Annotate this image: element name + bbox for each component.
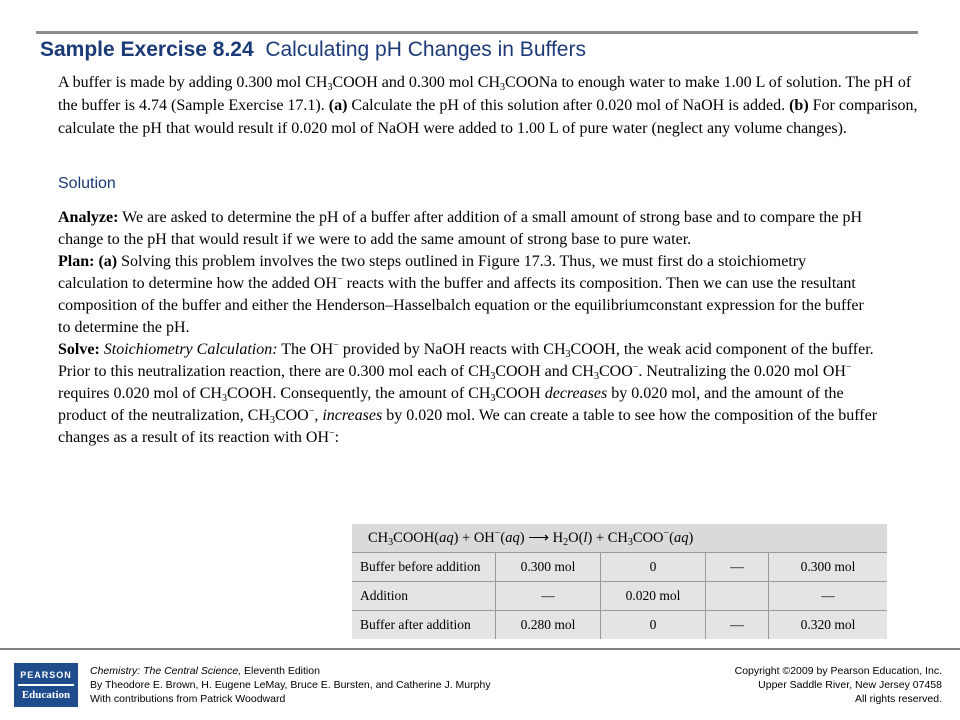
subscript: 3 (565, 349, 571, 360)
footer-copyright (612, 664, 942, 706)
subscript: 3 (221, 393, 227, 404)
reaction-equation-row (352, 524, 887, 553)
plan-text: reacts with the buffer and affects its composition. Then we can use the resultant composition of the buffer and either the Henderson–Hasselbalch equation or the equilibriumconstant expression for the buffer to determine the pH. (58, 275, 864, 336)
book-title: Chemistry: The Central Science, (90, 665, 242, 677)
exercise-title: Calculating pH Changes in Buffers (265, 38, 586, 61)
exercise-label: Sample Exercise 8.24 (40, 38, 254, 61)
eq-text: COO (632, 529, 664, 546)
subscript: 2 (563, 536, 569, 548)
table-cell: 0 (601, 553, 706, 582)
problem-text: COOH and 0.300 mol CH (332, 74, 501, 91)
solve-label: Solve: (58, 341, 100, 358)
logo-bar (18, 684, 74, 686)
eq-text: ) (688, 529, 694, 546)
table-cell: 0.320 mol (769, 611, 888, 640)
eq-state: aq (439, 529, 454, 546)
superscript: − (845, 362, 852, 373)
subscript: 3 (593, 371, 599, 382)
solve-paragraph (58, 339, 878, 449)
stoich-label: Stoichiometry Calculation: (103, 341, 278, 358)
reaction-equation (352, 524, 887, 553)
table-cell: — (706, 611, 769, 640)
eq-text: ( (669, 529, 674, 546)
eq-text: ( (500, 529, 506, 546)
analyze-label: Analyze: (58, 209, 119, 226)
logo-line1: PEARSON (20, 670, 72, 680)
row-label: Buffer before addition (352, 553, 496, 582)
problem-text: A buffer is made by adding 0.300 mol CH (58, 74, 328, 91)
footer-rule (0, 648, 960, 650)
superscript: − (632, 362, 639, 373)
table-row (352, 553, 887, 582)
problem-text: Calculate the pH of this solution after 0.020 mol of NaOH is added. (347, 97, 790, 114)
solve-text: COOH, the weak acid component of the buffer. Prior to this neutralization reaction, there are 0.300 mol each of CH (58, 341, 874, 380)
eq-text: O( (568, 529, 584, 546)
table-cell: — (496, 582, 601, 611)
subscript: 3 (327, 82, 333, 93)
table-cell: 0.300 mol (769, 553, 888, 582)
copyright-line: Copyright ©2009 by Pearson Education, Inc. (734, 665, 942, 677)
eq-text: COOH( (393, 529, 440, 546)
eq-text: ) ⟶ H (519, 529, 564, 546)
table-cell (706, 582, 769, 611)
composition-table (352, 524, 887, 639)
top-rule (36, 31, 918, 34)
row-label: Buffer after addition (352, 611, 496, 640)
problem-statement (58, 71, 926, 140)
solve-text: COOH (495, 385, 545, 402)
table-row (352, 611, 887, 640)
eq-text: CH (368, 529, 389, 546)
logo-line2: Education (21, 689, 71, 701)
superscript: − (333, 340, 339, 351)
table-cell: 0.300 mol (496, 553, 601, 582)
problem-text: COONa to enough water to make 1.00 L of solution. The pH of the buffer is 4.74 (Sample Exercise 17.1). (58, 74, 912, 114)
subscript: 3 (627, 536, 633, 548)
table-cell: 0 (601, 611, 706, 640)
increases-word: increases (322, 407, 383, 424)
superscript: − (663, 527, 670, 539)
solve-text: COO (274, 407, 309, 424)
footer-contributions: With contributions from Patrick Woodward (90, 693, 286, 705)
part-a-label: (a) (328, 97, 348, 114)
pearson-logo (14, 663, 78, 707)
decreases-word: decreases (544, 385, 608, 402)
plan-paragraph (58, 251, 878, 339)
eq-text: ) + CH (587, 529, 628, 546)
solve-text: , (314, 407, 323, 424)
eq-text: ) + OH (453, 529, 495, 546)
solve-text: . Neutralizing the 0.020 mol OH (638, 363, 846, 380)
problem-text: For comparison, calculate the pH that would result if 0.020 mol of NaOH were added to 1.00 L of pure water (neglect any volume changes). (58, 97, 918, 137)
solve-text: The OH (277, 341, 334, 358)
solve-text: : (334, 429, 340, 446)
table-cell: 0.280 mol (496, 611, 601, 640)
analyze-paragraph (58, 207, 878, 251)
superscript: − (337, 274, 343, 285)
eq-state: aq (505, 529, 520, 546)
solve-text: COO (598, 363, 633, 380)
footer-book-line (90, 664, 650, 678)
solve-text: COOH and CH (495, 363, 594, 380)
footer-authors: By Theodore E. Brown, H. Eugene LeMay, Bruce E. Bursten, and Catherine J. Murphy (90, 679, 491, 691)
superscript: − (329, 428, 335, 439)
solve-text: requires 0.020 mol of CH (58, 385, 222, 402)
solve-text: by 0.020 mol. We can create a table to see how the composition of the buffer changes as a result of its reaction with OH (58, 407, 878, 446)
table-row (352, 582, 887, 611)
plan-text: Solving this problem involves the two steps outlined in Figure 17.3. Thus, we must first do a stoichiometry calculation to determine how the added OH (58, 253, 807, 292)
row-label: Addition (352, 582, 496, 611)
part-b-label: (b) (789, 97, 809, 114)
copyright-address: Upper Saddle River, New Jersey 07458 (758, 679, 942, 691)
subscript: 3 (500, 82, 506, 93)
table-cell: — (769, 582, 888, 611)
solve-text: by 0.020 mol, and the amount of the product of the neutralization, CH (58, 385, 844, 424)
table-cell: 0.020 mol (601, 582, 706, 611)
eq-state: aq (673, 529, 689, 546)
copyright-rights: All rights reserved. (855, 693, 942, 705)
page-title (40, 38, 586, 62)
solution-heading: Solution (58, 175, 116, 192)
footer-book-info (90, 664, 650, 706)
superscript: − (494, 527, 501, 539)
subscript: 3 (490, 371, 496, 382)
subscript: 3 (269, 415, 275, 426)
eq-state: l (583, 529, 588, 546)
plan-label: Plan: (a) (58, 253, 118, 270)
solution-body (58, 207, 878, 449)
table-cell: — (706, 553, 769, 582)
superscript: − (308, 406, 315, 417)
subscript: 3 (388, 536, 394, 548)
solve-text: COOH. Consequently, the amount of CH (226, 385, 491, 402)
subscript: 3 (490, 393, 496, 404)
book-edition: Eleventh Edition (241, 665, 320, 677)
solve-text: provided by NaOH reacts with CH (338, 341, 566, 358)
analyze-text: We are asked to determine the pH of a buffer after addition of a small amount of strong base and to compare the pH change to the pH that would result if we were to add the same amount of strong base to pure water. (58, 209, 863, 248)
